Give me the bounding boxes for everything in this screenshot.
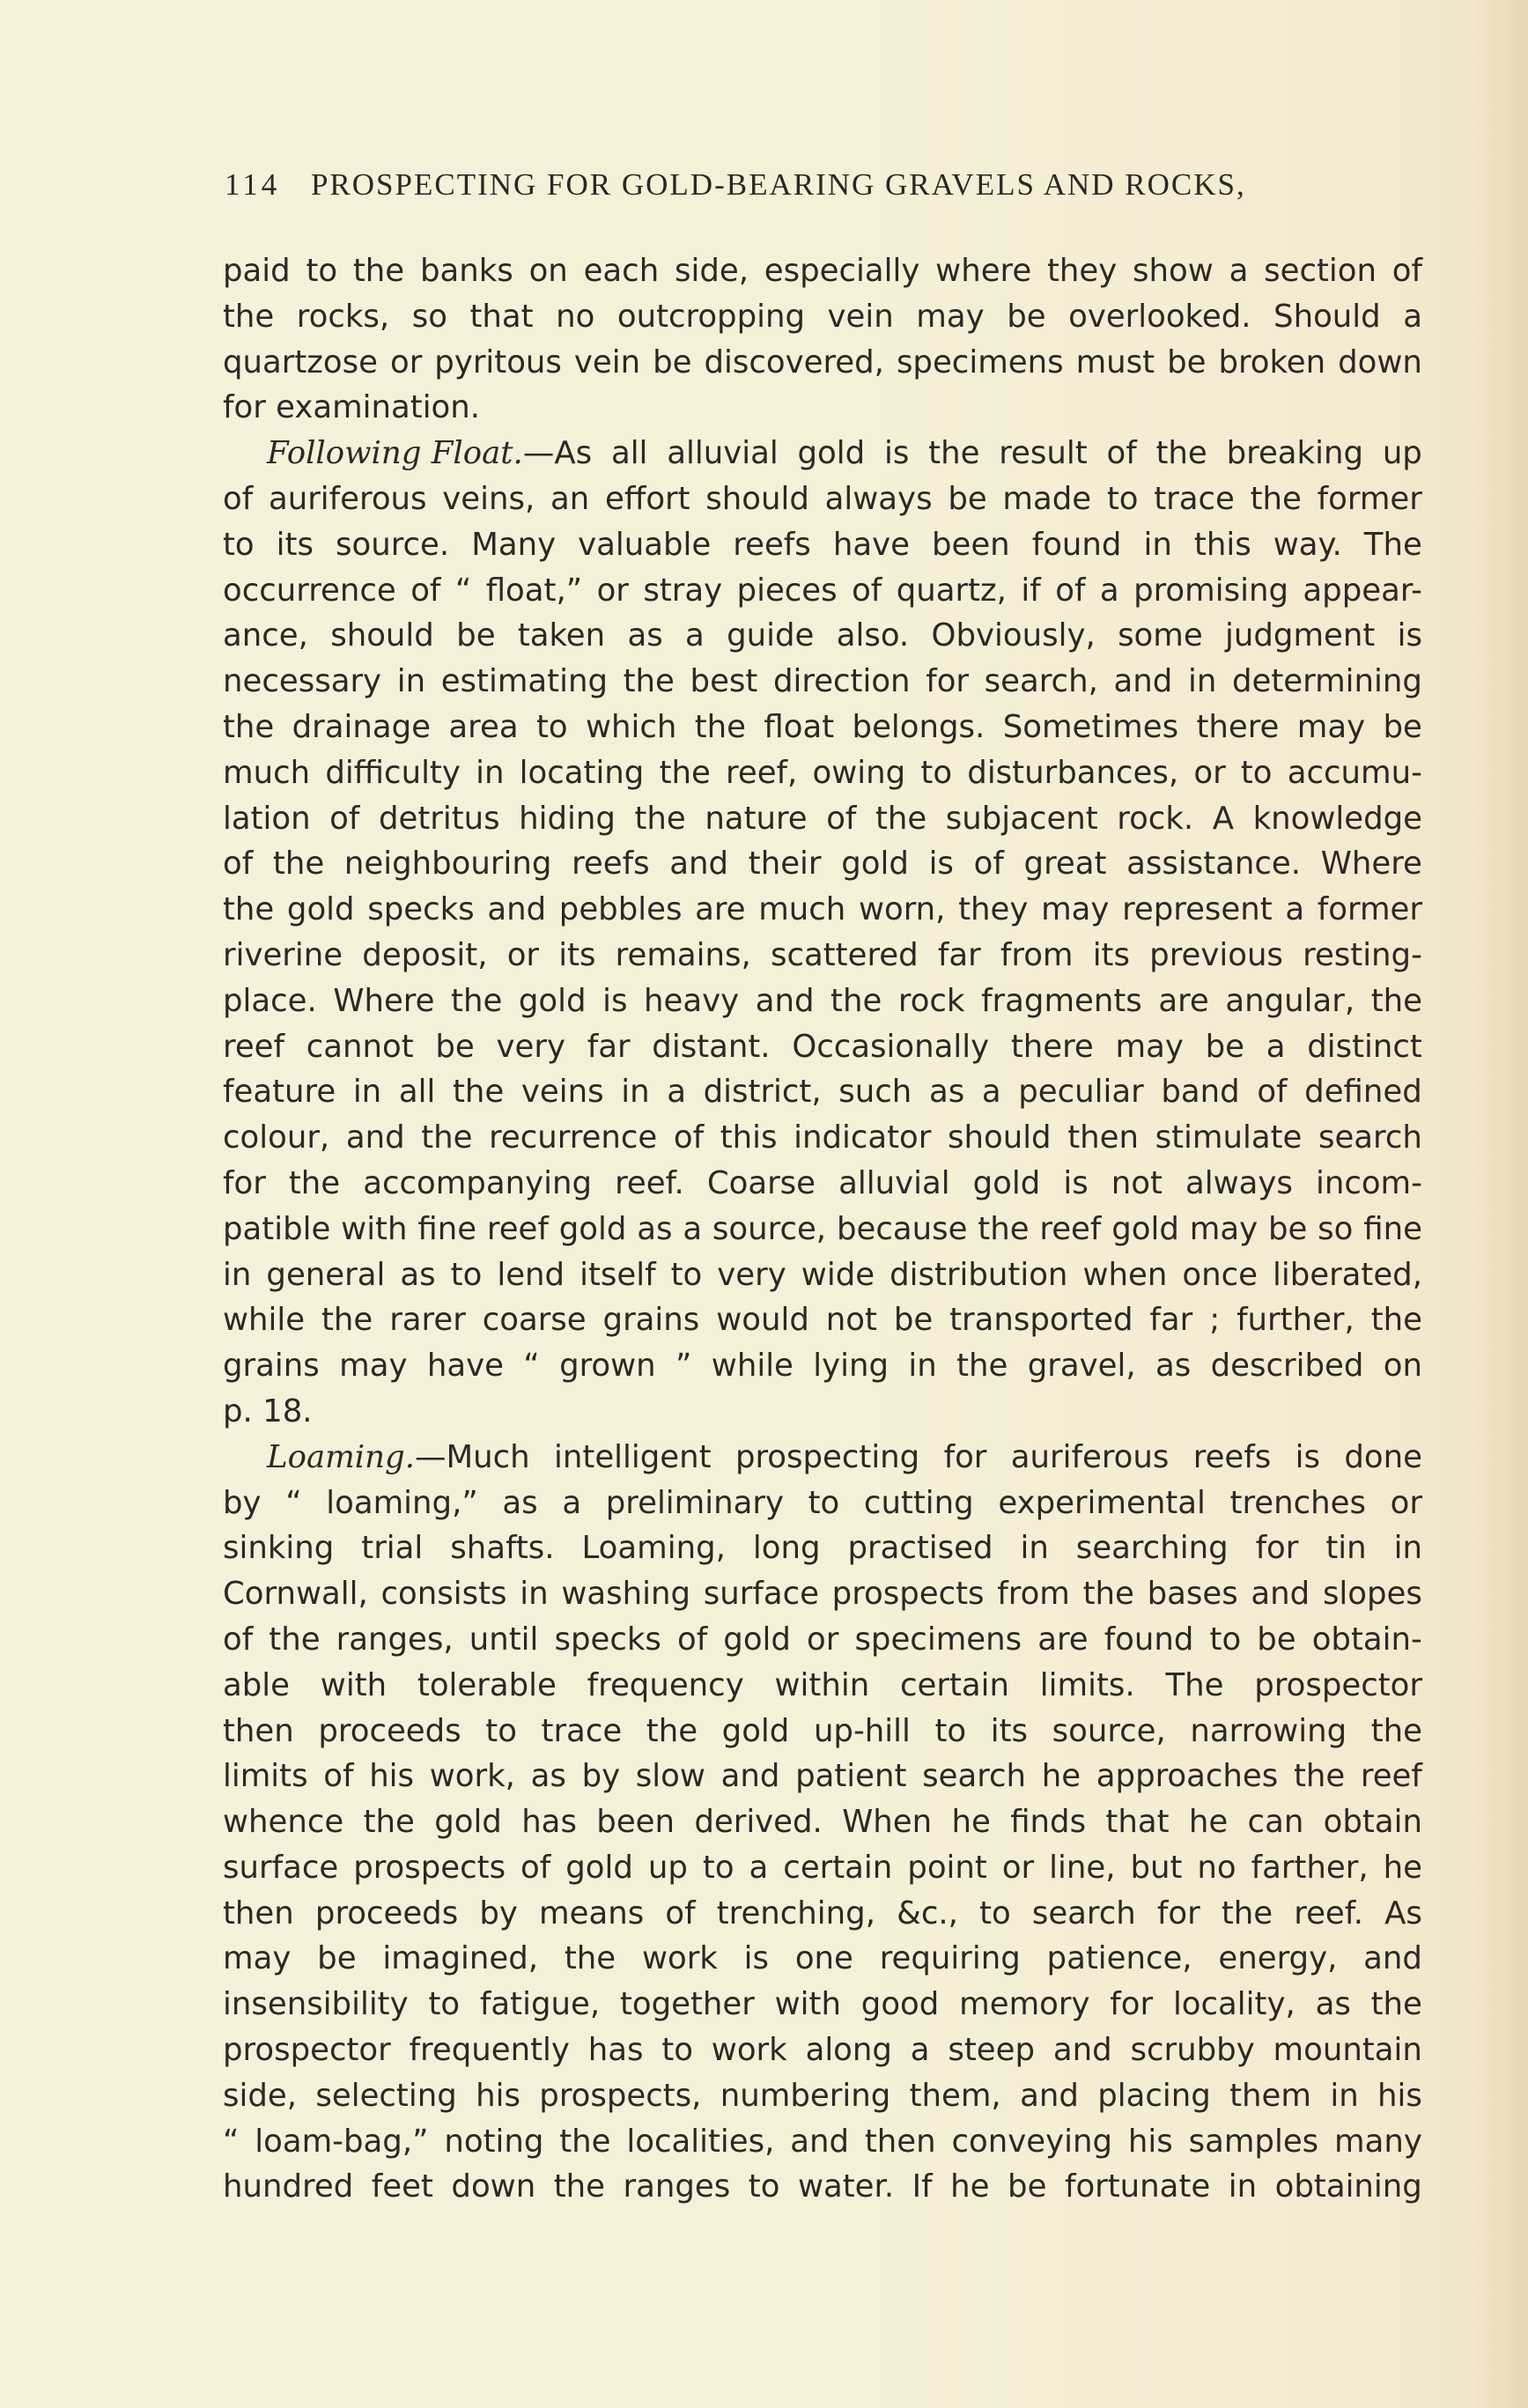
text-line: p. 18.: [223, 1392, 313, 1429]
text-line: the rocks, so that no outcropping vein may be overlooked. Should a: [223, 298, 1422, 335]
text-line: may be imagined, the work is one requiring patience, energy, and: [223, 1940, 1422, 1977]
text-line: limits of his work, as by slow and patient search he approaches the reef: [223, 1758, 1422, 1795]
section-heading-following-float: Following Float.: [267, 435, 523, 472]
page-edge-shadow: [1475, 0, 1528, 2408]
text-line: by “ loaming,” as a preliminary to cutting experimental trenches or: [223, 1484, 1422, 1521]
text-line: necessary in estimating the best direction for search, and in determining: [223, 663, 1422, 700]
text-line: able with tolerable frequency within certain limits. The prospector: [223, 1666, 1422, 1703]
paragraph-following-float-first-line: Following Float.—As all alluvial gold is the result of the breaking up: [267, 435, 1422, 472]
running-title: PROSPECTING FOR GOLD-BEARING GRAVELS AND ROCKS,: [310, 167, 1246, 202]
text-line: Cornwall, consists in washing surface prospects from the bases and slopes: [223, 1576, 1422, 1613]
text-line: colour, and the recurrence of this indicator should then stimulate search: [223, 1119, 1422, 1156]
running-head: [225, 167, 1440, 203]
text-line: the gold specks and pebbles are much worn, they may represent a former: [223, 891, 1422, 928]
text-line: side, selecting his prospects, numbering them, and placing them in his: [223, 2077, 1422, 2114]
text-line: for examination.: [223, 389, 481, 426]
text-line: place. Where the gold is heavy and the rock fragments are angular, the: [223, 982, 1422, 1019]
text-line: grains may have “ grown ” while lying in the gravel, as described on: [223, 1348, 1422, 1385]
text-line: to its source. Many valuable reefs have been found in this way. The: [223, 526, 1422, 563]
text-line: then proceeds to trace the gold up-hill to its source, narrowing the: [223, 1712, 1422, 1749]
body-text: [223, 248, 1422, 2210]
text-line: paid to the banks on each side, especially where they show a section of: [223, 253, 1422, 289]
text-line: in general as to lend itself to very wide distribution when once liberated,: [223, 1256, 1422, 1293]
text-line: sinking trial shafts. Loaming, long practised in searching for tin in: [223, 1530, 1422, 1567]
text-line: the drainage area to which the float belongs. Sometimes there may be: [223, 708, 1422, 745]
paragraph-loaming: [223, 1481, 1422, 2211]
paragraph-banks: [223, 248, 1422, 431]
text-line: whence the gold has been derived. When he finds that he can obtain: [223, 1804, 1422, 1841]
text-line: quartzose or pyritous vein be discovered, specimens must be broken down: [223, 343, 1422, 380]
text-line: occurrence of “ float,” or stray pieces of quartz, if of a promising appear-: [223, 572, 1422, 609]
text-line: ance, should be taken as a guide also. Obviously, some judgment is: [223, 617, 1422, 654]
text-line: of auriferous veins, an effort should always be made to trace the former: [223, 480, 1422, 517]
text-line: patible with fine reef gold as a source, because the reef gold may be so fine: [223, 1210, 1422, 1247]
text-line: lation of detritus hiding the nature of the subjacent rock. A knowledge: [223, 800, 1422, 837]
text-line: of the ranges, until specks of gold or specimens are found to be obtain-: [223, 1621, 1422, 1658]
paragraph-loaming-first-line: Loaming.—Much intelligent prospecting for auriferous reefs is done: [267, 1438, 1422, 1475]
text-line: hundred feet down the ranges to water. If he be fortunate in obtaining: [223, 2168, 1422, 2205]
page-number: 114: [225, 167, 281, 202]
text-line: reef cannot be very far distant. Occasionally there may be a distinct: [223, 1028, 1422, 1065]
paragraph-following-float: [223, 476, 1422, 1435]
text-line: much difficulty in locating the reef, owing to disturbances, or to accumu-: [223, 754, 1422, 791]
text-line: of the neighbouring reefs and their gold is of great assistance. Where: [223, 846, 1422, 883]
text-line: riverine deposit, or its remains, scattered far from its previous resting-: [223, 936, 1422, 973]
text-line: then proceeds by means of trenching, &c., to search for the reef. As: [223, 1895, 1422, 1932]
text-line: while the rarer coarse grains would not be transported far ; further, the: [223, 1302, 1422, 1339]
section-heading-loaming: Loaming.: [267, 1438, 416, 1475]
text-line: “ loam-bag,” noting the localities, and then conveying his samples many: [223, 2123, 1422, 2160]
text-line: surface prospects of gold up to a certain point or line, but no farther, he: [223, 1849, 1422, 1886]
text-line: insensibility to fatigue, together with good memory for locality, as the: [223, 1986, 1422, 2023]
text-line: for the accompanying reef. Coarse alluvial gold is not always incom-: [223, 1164, 1422, 1201]
text-line: feature in all the veins in a district, such as a peculiar band of defined: [223, 1074, 1422, 1111]
text-line: prospector frequently has to work along a steep and scrubby mountain: [223, 2032, 1422, 2069]
